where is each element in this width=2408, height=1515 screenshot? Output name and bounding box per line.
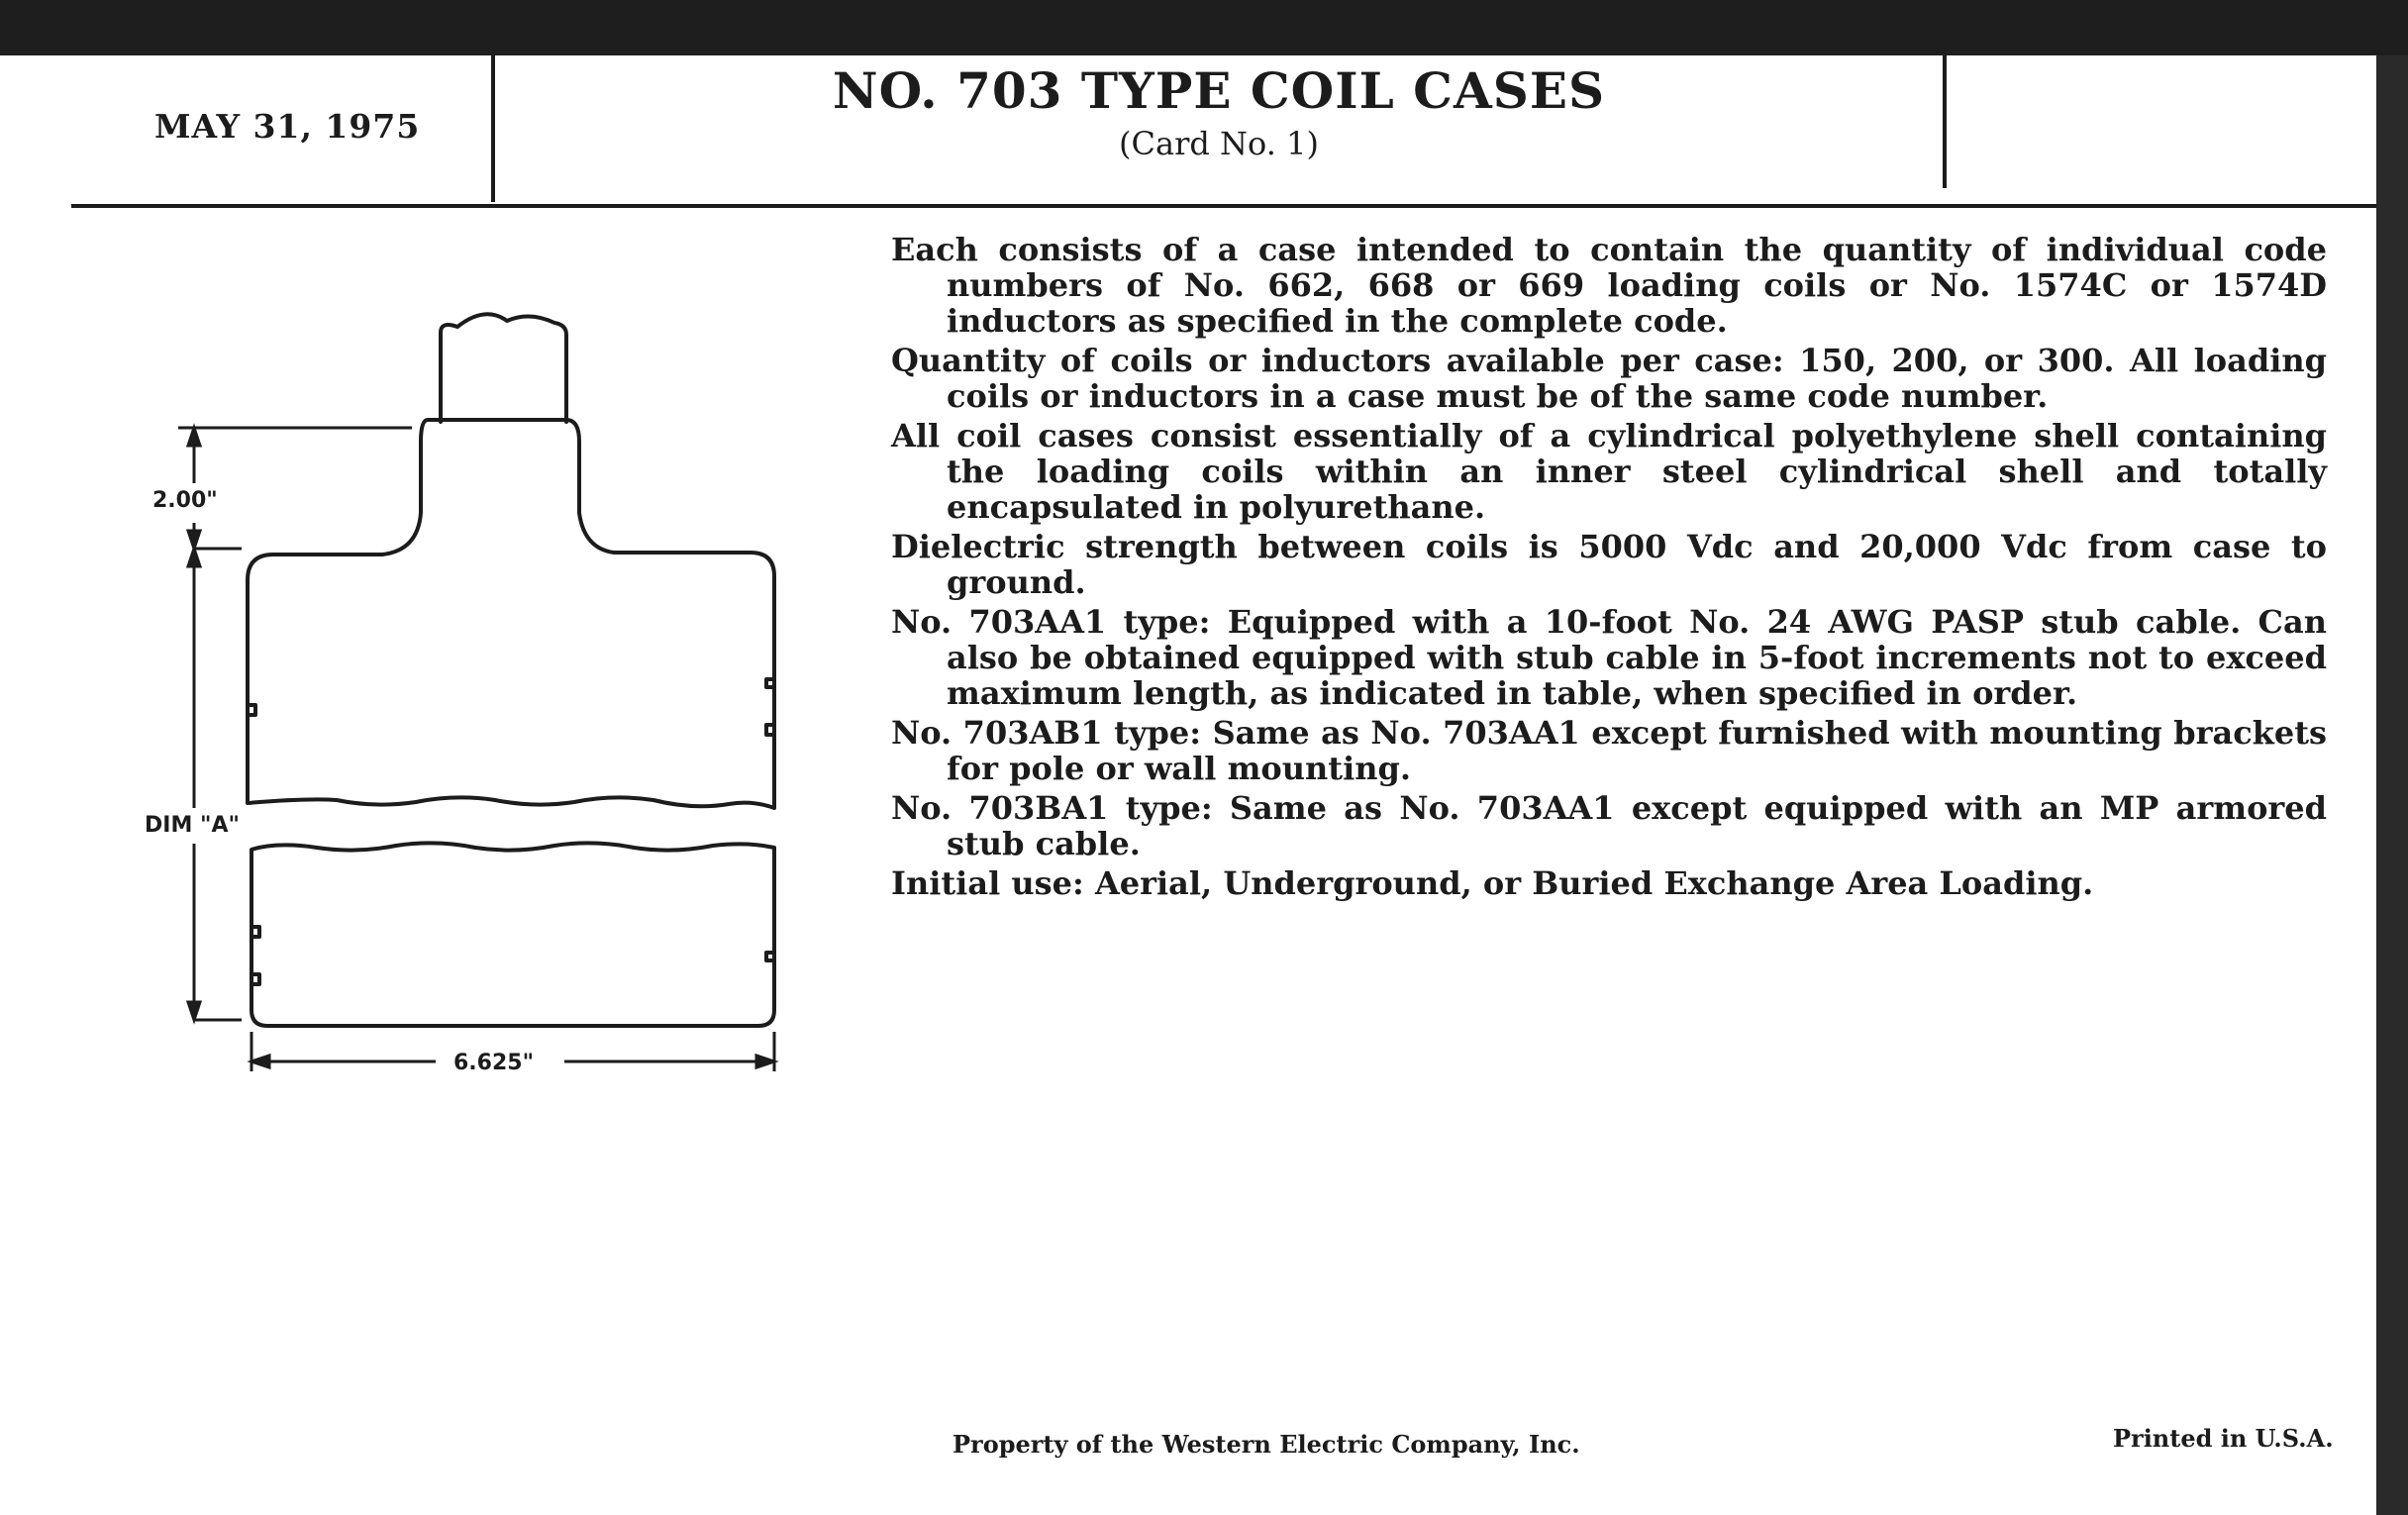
paragraph-703aa1: No. 703AA1 type: Equipped with a 10-foot No. 24 AWG PASP stub cable. Can also be obtained equipped with stub cable in 5-foot increments not to exceed maximum length, as indicated in table, when specified in order. — [891, 603, 2327, 712]
paragraph-703ab1: No. 703AB1 type: Same as No. 703AA1 except furnished with mounting brackets for pole or wall mounting. — [891, 714, 2327, 787]
card-subtitle: (Card No. 1) — [1119, 125, 1319, 162]
case-lower-body-outline — [251, 843, 774, 1026]
paragraph-703ba1: No. 703BA1 type: Same as No. 703AA1 except equipped with an MP armored stub cable. — [891, 789, 2327, 862]
paragraph-construction: All coil cases consist essentially of a cylindrical polyethylene shell containing the loading coils within an inner steel cylindrical shell and totally encapsulated in polyurethane. — [891, 417, 2327, 526]
paragraph-description: Each consists of a case intended to contain the quantity of individual code numbers of No. 662, 668 or 669 loading coils or No. 1574C or 1574D inductors as specified in the complete code. — [891, 231, 2327, 340]
dim-arrow-width-left — [251, 1056, 269, 1067]
dim-label-width: 6.625" — [453, 1051, 535, 1075]
dim-label-2in: 2.00" — [152, 488, 218, 513]
paragraph-dielectric: Dielectric strength between coils is 5000 Vdc and 20,000 Vdc from case to ground. — [891, 528, 2327, 601]
header-rule — [71, 204, 2376, 208]
dim-arrow-a-down — [188, 1002, 200, 1020]
paragraph-initial-use: Initial use: Aerial, Underground, or Buried Exchange Area Loading. — [891, 864, 2094, 902]
case-upper-body-outline — [248, 420, 774, 808]
dim-arrow-a-up — [188, 549, 200, 566]
footer-printed: Printed in U.S.A. — [2113, 1424, 2334, 1453]
card-date: MAY 31, 1975 — [154, 107, 421, 146]
paragraph-quantity: Quantity of coils or inductors available per case: 150, 200, or 300. All loading coils or inductors in a case must be of the same code number. — [891, 342, 2327, 415]
stub-cable-outline — [441, 314, 566, 422]
dim-arrow-width-right — [756, 1056, 774, 1067]
dim-arrow-top-up — [188, 428, 200, 446]
scan-edge-shadow — [2376, 55, 2408, 1515]
coil-case-drawing — [139, 253, 792, 1085]
description-text — [891, 232, 2327, 905]
spec-card — [0, 55, 2376, 1515]
footer-property: Property of the Western Electric Company, Inc. — [953, 1430, 1580, 1459]
header-divider-right — [1943, 55, 1947, 188]
dim-label-a: DIM "A" — [145, 813, 240, 838]
card-title: NO. 703 TYPE COIL CASES — [832, 61, 1606, 120]
